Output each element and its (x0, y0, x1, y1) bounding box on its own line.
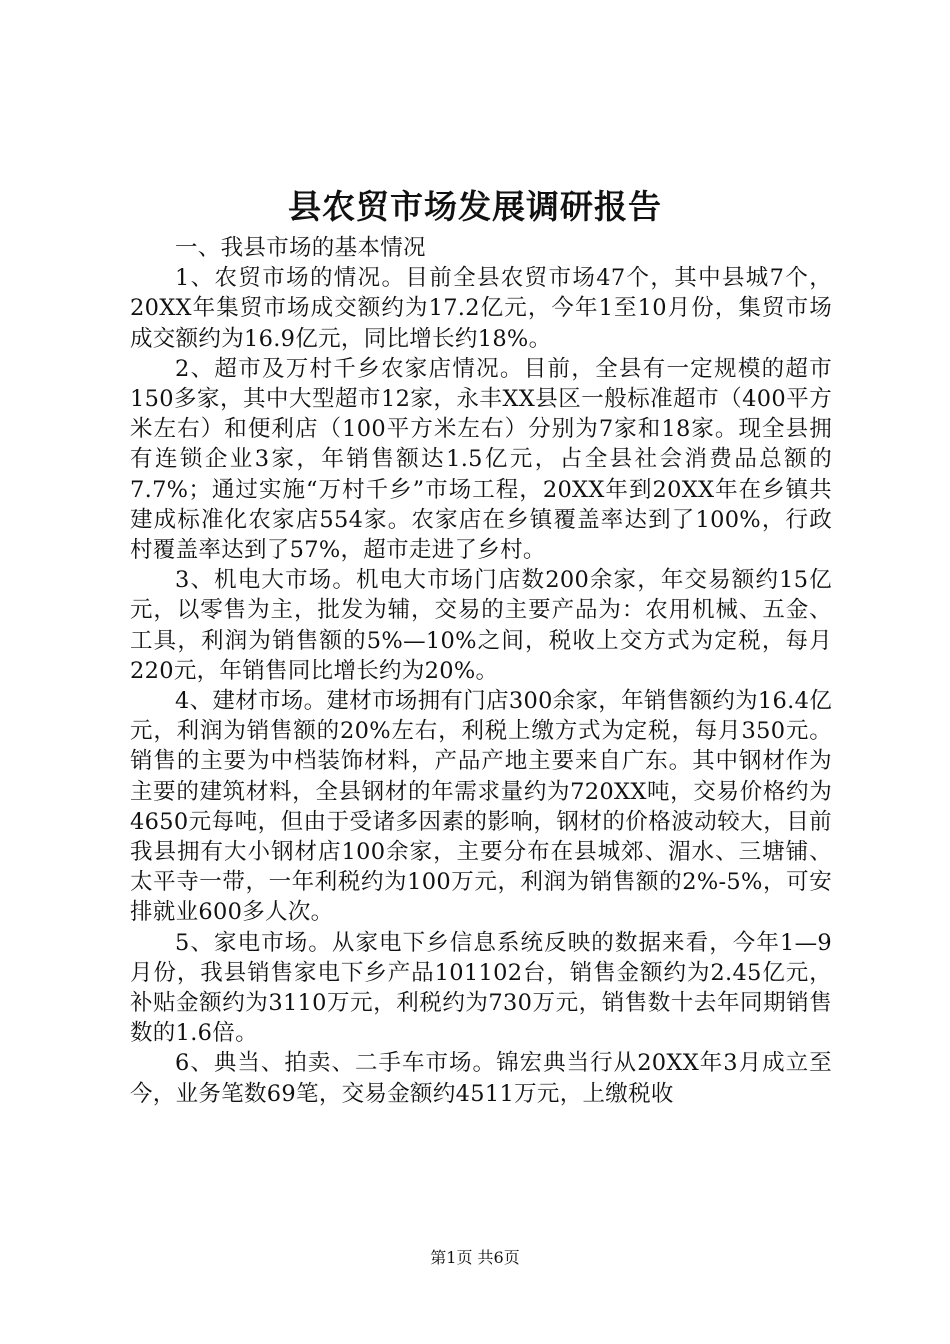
section-heading: 一、我县市场的基本情况 (175, 235, 426, 261)
paragraph-electromechanical-market: 3、机电大市场。机电大市场门店数200余家，年交易额约15亿元，以零售为主，批发为辅，交易的主要产品为：农用机械、五金、工具，利润为销售额的5%—10%之间，税收上交方式为定税，每月220元，年销售同比增长约为20%。 (130, 567, 832, 684)
paragraph-farm-market: 1、农贸市场的情况。目前全县农贸市场47个，其中县城7个，20XX年集贸市场成交额约为17.2亿元，今年1至10月份，集贸市场成交额约为16.9亿元，同比增长约18%。 (130, 265, 832, 352)
document-body (130, 233, 832, 1109)
page-footer: 第1页 共6页 (430, 1248, 520, 1267)
paragraph-supermarkets: 2、超市及万村千乡农家店情况。目前，全县有一定规模的超市150多家，其中大型超市12家，永丰XX县区一般标准超市（400平方米左右）和便利店（100平方米左右）分别为7家和18家。现全县拥有连锁企业3家，年销售额达1.5亿元，占全县社会消费品总额的7.7%；通过实施“万村千乡”市场工程，20XX年到20XX年在乡镇共建成标准化农家店554家。农家店在乡镇覆盖率达到了100%，行政村覆盖率达到了57%，超市走进了乡村。 (130, 355, 832, 564)
document-title: 县农贸市场发展调研报告 (288, 187, 662, 226)
paragraph-building-materials-market: 4、建材市场。建材市场拥有门店300余家，年销售额约为16.4亿元，利润为销售额的20%左右，利税上缴方式为定税，每月350元。销售的主要为中档装饰材料，产品产地主要来自广东。其中钢材作为主要的建筑材料，全县钢材的年需求量约为720XX吨，交易价格约为4650元每吨，但由于受诸多因素的影响，钢材的价格波动较大，目前我县拥有大小钢材店100余家，主要分布在县城郊、湄水、三塘铺、太平寺一带，一年利税约为100万元，利润为销售额的2%-5%，可安排就业600多人次。 (130, 688, 832, 926)
paragraph-appliance-market: 5、家电市场。从家电下乡信息系统反映的数据来看，今年1—9月份，我县销售家电下乡产品101102台，销售金额约为2.45亿元，补贴金额约为3110万元，利税约为730万元，销售数十去年同期销售数的1.6倍。 (130, 929, 832, 1047)
paragraph-pawn-auction-market: 6、典当、拍卖、二手车市场。锦宏典当行从20XX年3月成立至今，业务笔数69笔，交易金额约4511万元，上缴税收 (130, 1050, 832, 1107)
